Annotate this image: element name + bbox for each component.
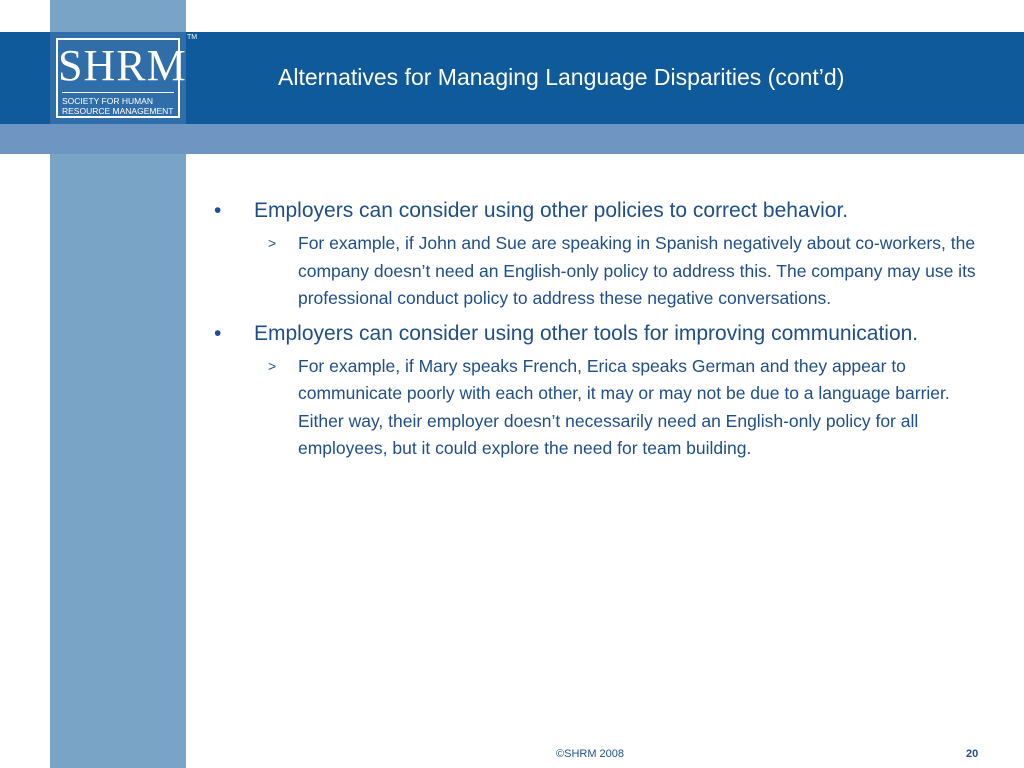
footer-copyright: ©SHRM 2008 — [556, 748, 625, 760]
bullet-text: Employers can consider using other tools for improving communication. — [254, 321, 919, 345]
slide-content — [214, 196, 994, 469]
shrm-logo — [50, 32, 186, 124]
trademark-mark: TM — [187, 34, 198, 41]
sub-bullet-text: For example, if John and Sue are speaking in Spanish negatively about co-workers, the company doesn’t need an English-only policy to address this. The company may use its professional conduct policy to address these negative conversations. — [298, 233, 976, 308]
logo-caption-line1: SOCIETY FOR HUMAN — [62, 96, 153, 106]
sub-bullet-item — [214, 353, 994, 463]
logo-letters: SHRM — [58, 41, 187, 90]
bullet-marker: • — [214, 199, 222, 222]
sub-bullet-marker: > — [268, 357, 277, 374]
sub-bullet-item — [214, 230, 994, 313]
shrm-logo-mark — [56, 38, 187, 118]
slide-title: Alternatives for Managing Language Disparities (cont’d) — [278, 64, 845, 90]
logo-divider — [62, 92, 174, 93]
bullet-item — [214, 319, 994, 349]
bullet-text: Employers can consider using other policies to correct behavior. — [254, 199, 849, 222]
sub-header-band — [0, 124, 1024, 154]
logo-caption-line2: RESOURCE MANAGEMENT — [62, 106, 174, 116]
bullet-marker: • — [214, 321, 222, 345]
sub-bullet-text: For example, if Mary speaks French, Erica speaks German and they appear to communicate poorly with each other, it may or may not be due to a language barrier. Either way, their employer doesn’t necessarily need an English-only policy for all employees, but it could explore the need for team building. — [298, 355, 950, 458]
bullet-item — [214, 196, 994, 226]
page-number: 20 — [966, 748, 979, 760]
logo-caption — [62, 96, 178, 116]
sub-bullet-marker: > — [268, 235, 277, 251]
